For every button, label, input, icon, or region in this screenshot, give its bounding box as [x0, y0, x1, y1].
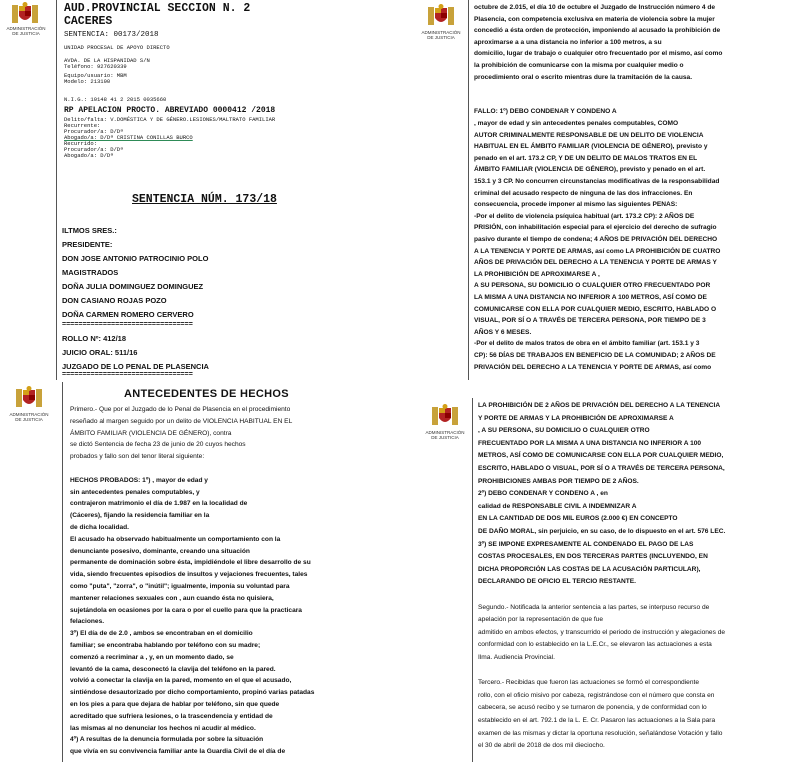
sentencia-number: SENTENCIA: 00173/2018	[64, 31, 159, 39]
body-line: ILTMOS SRES.:	[62, 226, 117, 235]
body-line: HABITUAL EN EL ÁMBITO FAMILIAR (VIOLENCIA DE GÉNERO), previsto y	[474, 143, 708, 151]
body-line: Primero.- Que por el Juzgado de lo Penal de Plasencia en el procedimiento	[70, 406, 291, 413]
body-line: rollo, con el oficio misivo por cabeza, registrándose con el número que consta en	[478, 691, 715, 699]
body-line: ÁMBITO FAMILIAR (VIOLENCIA DE GÉNERO), contra	[70, 429, 232, 437]
body-line: denunciante posesivo, dominante, creando una situación	[70, 547, 250, 555]
court-address: AVDA. DE LA HISPANIDAD S/N	[64, 57, 150, 64]
delito: Delito/falta: V.DOMÉSTICA Y DE GÉNERO.LESIONES/MALTRATO FAMILIAR	[64, 116, 276, 123]
body-line: PRISIÓN, con inhabilitación especial para el ejercicio del derecho de sufragio	[474, 224, 717, 232]
emblem-caption: ADMINISTRACIÓN DE JUSTICIA	[9, 412, 49, 422]
body-line: comenzó a recriminar a , y, en un momento dado, se	[70, 653, 234, 661]
body-line: establecido en el art. 792.1 de la L. E. Cr. Pasaron las actuaciones a la Sala para	[478, 717, 716, 724]
body-line: METROS, ASÍ COMO DE COMUNICARSE CON ELLA POR CUALQUIER MEDIO,	[478, 452, 724, 460]
body-line: CP): 56 DÍAS DE TRABAJOS EN BENEFICIO DE LA COMUNIDAD; 2 AÑOS DE	[474, 352, 716, 359]
emblem-caption: ADMINISTRACIÓN DE JUSTICIA	[421, 30, 461, 40]
body-line: felaciones.	[70, 618, 105, 626]
body-line: penado en el art. 173.2 CP, Y DE UN DELITO DE MALOS TRATOS EN EL	[474, 154, 698, 162]
body-line: que vivía en su convivencia familiar ante la Guardia Civil de el día de	[70, 748, 286, 756]
body-line: Segundo.- Notificada la anterior sentencia a las partes, se interpuso recurso de	[478, 603, 710, 611]
court-phone: Teléfono: 927620339	[64, 63, 127, 70]
body-line: apelación por la representación de que fue	[478, 616, 604, 624]
separator-line: ================================	[62, 371, 193, 378]
body-line: Y PORTE DE ARMAS Y LA PROHIBICIÓN DE APROXIMARSE A	[478, 414, 674, 422]
body-line: DON JOSE ANTONIO PATROCINIO POLO	[62, 254, 209, 263]
emblem-caption: ADMINISTRACIÓN DE JUSTICIA	[425, 430, 465, 440]
spain-crest-icon	[426, 4, 456, 28]
body-line: consecuencia, procede imponer al mismo las siguientes PENAS:	[474, 201, 678, 209]
recurrente: Recurrente:	[64, 122, 101, 129]
abogado-1: Abogado/a: D/Dª CRISTINA CONILLAS BURCO	[64, 134, 193, 141]
body-line: domicilio, lugar de trabajo o cualquier otro frecuentado por el mismo, así como	[474, 50, 723, 58]
body-line: DICHA PROPORCIÓN LAS COSTAS DE LA ACUSACIÓN PARTICULAR),	[478, 565, 701, 573]
body-line: COSTAS PROCESALES, EN DOS TERCERAS PARTES (INCLUYENDO, EN	[478, 553, 708, 561]
body-line: 2º) DEBO CONDENAR Y CONDENO A , en	[478, 490, 608, 498]
body-line: DE DAÑO MORAL, sin perjuicio, en su caso, de lo dispuesto en el art. 576 LEC.	[478, 528, 726, 535]
left-margin-line	[468, 0, 469, 380]
body-line: , A SU PERSONA, SU DOMICILIO O CUALQUIER OTRO	[478, 427, 650, 435]
procurador-2: Procurador/a: D/Dª	[64, 146, 124, 153]
body-line: DOÑA JULIA DOMINGUEZ DOMINGUEZ	[62, 282, 204, 291]
procurador-1: Procurador/a: D/Dª	[64, 128, 124, 135]
left-margin-line	[56, 0, 57, 380]
body-line: A SU PERSONA, SU DOMICILIO O CUALQUIER OTRO FRECUENTADO POR	[474, 282, 711, 290]
section-heading: ANTECEDENTES DE HECHOS	[124, 388, 289, 400]
abogado-2: Abogado/a: D/Dª	[64, 152, 114, 159]
body-line: mantener relaciones sexuales con , aun cuando ésta no quisiera,	[70, 594, 274, 602]
body-line: contrajeron matrimonio el día de 1.987 en la localidad de	[70, 500, 248, 508]
body-line: como "puta", "zorra", o "inútil"; igualmente, imponía su voluntad para	[70, 583, 290, 590]
body-line: 3º) SE IMPONE EXPRESAMENTE AL CONDENADO EL PAGO DE LAS	[478, 540, 694, 548]
body-line: A LA TENENCIA Y PORTE DE ARMAS, así como LA PROHIBICIÓN DE CUATRO	[474, 247, 721, 255]
body-line: sintiéndose desautorizado por dicho comportamiento, propinó varias patadas	[70, 689, 315, 697]
body-line: COMUNICARSE CON ELLA POR CUALQUIER MEDIO, ESCRITO, HABLADO O	[474, 305, 717, 313]
body-line: criminal del acusado respecto de ninguna de las dos infracciones. En	[474, 189, 693, 197]
separator-line: ================================	[62, 321, 193, 328]
body-line: las mismas al no denunciar los hechos ni acudir al médico.	[70, 724, 256, 732]
body-line: 4º) A resultas de la denuncia formulada por sobre la situación	[70, 736, 264, 744]
page-top-right	[410, 0, 799, 380]
body-line: calidad de RESPONSABLE CIVIL A INDEMNIZAR A	[478, 502, 637, 510]
spain-crest-icon	[14, 386, 44, 410]
rp-appeal: RP APELACION PROCTO. ABREVIADO 0000412 /2018	[64, 106, 276, 115]
body-line: procedimiento oral o escrito mientras dure la tramitación de la causa.	[474, 73, 693, 81]
body-line: -Por el delito de malos tratos de obra en el ámbito familiar (art. 153.1 y 3	[474, 340, 700, 348]
body-line: PRESIDENTE:	[62, 240, 113, 249]
model-number: Modelo: 213100	[64, 78, 111, 85]
body-line: octubre de 2.015, el día 10 de octubre el Juzgado de Instrucción número 4 de	[474, 4, 716, 11]
body-line: HECHOS PROBADOS: 1º) , mayor de edad y	[70, 476, 208, 484]
body-line: admitido en ambos efectos, y transcurrido el periodo de instrucción y alegaciones de	[478, 628, 726, 636]
body-line: LA PROHIBICIÓN DE 2 AÑOS DE PRIVACIÓN DEL DERECHO A LA TENENCIA	[478, 402, 721, 409]
body-line: cabecera, se acusó recibo y se turnaron de ponencia, y de conformidad con lo	[478, 704, 707, 712]
body-line: VISUAL, POR SÍ O A TRAVÉS DE TERCERA PERSONA, POR TIEMPO DE 3	[474, 317, 706, 325]
court-city: CACERES	[64, 15, 113, 28]
body-line: levantó de la cama, desconectó la clavija del teléfono en la pared.	[70, 665, 276, 673]
body-line: JUICIO ORAL: 511/16	[62, 348, 138, 357]
body-line: sujetándola en ocasiones por la cara o por el cuello para que la practicara	[70, 606, 302, 614]
body-line: AÑOS DE PRIVACIÓN DEL DERECHO A LA TENENCIA Y PORTE DE ARMAS Y	[474, 259, 717, 267]
page-top-left	[0, 0, 400, 380]
body-line: EN LA CANTIDAD DE DOS MIL EUROS (2.000 €) EN CONCEPTO	[478, 515, 678, 523]
body-line: sin antecedentes penales computables, y	[70, 488, 200, 496]
body-line: ROLLO Nº: 412/18	[62, 334, 127, 343]
body-line: Tercero.- Recibidas que fueron las actuaciones se formó el correspondiente	[478, 679, 700, 687]
body-line: familiar; se encontraba hablando por teléfono con su madre;	[70, 642, 261, 649]
body-line: conformidad con lo establecido en la L.E.Cr., se elevaron las actuaciones a esta	[478, 641, 712, 649]
body-line: El acusado ha observado habitualmente un comportamiento con la	[70, 535, 281, 543]
body-line: se dictó Sentencia de fecha 23 de junio de 20 cuyos hechos	[70, 441, 246, 449]
body-line: DON CASIANO ROJAS POZO	[62, 296, 167, 305]
nig-number: N.I.G.: 10148 41 2 2015 0035660	[64, 96, 167, 103]
body-line: , mayor de edad y sin antecedentes penales computables, COMO	[474, 120, 679, 127]
body-line: de dicha localidad.	[70, 524, 129, 531]
body-line: el 30 de abril de 2018 de dos mil dieciocho.	[478, 742, 605, 750]
body-line: aproximarse a a una distancia no inferior a 100 metros, a su	[474, 38, 662, 46]
body-line: FRECUENTADO POR LA MISMA A UNA DISTANCIA NO INFERIOR A 100	[478, 439, 702, 447]
body-line: FALLO: 1º) DEBO CONDENAR Y CONDENO A	[474, 108, 617, 116]
body-line: PROHIBICIONES AMBAS POR TIEMPO DE 2 AÑOS.	[478, 477, 639, 485]
body-line: la prohibición de comunicarse con la misma por cualquier medio o	[474, 62, 684, 69]
body-line: -Por el delito de violencia psíquica habitual (art. 173.2 CP): 2 AÑOS DE	[474, 212, 695, 220]
body-line: en los pies a para que dejara de hablar por teléfono, sin que quede	[70, 701, 280, 708]
body-line: Ilma. Audiencia Provincial.	[478, 654, 555, 661]
body-line: ESCRITO, HABLADO O VISUAL, POR SÍ O A TRAVÉS DE TERCERA PERSONA,	[478, 465, 725, 472]
team-user: Equipo/usuario: MBM	[64, 72, 127, 79]
body-line: acreditado que sufriera lesiones, o la trascendencia y entidad de	[70, 712, 273, 720]
spain-crest-icon	[10, 2, 40, 26]
body-line: pasivo durante el tiempo de condena; 4 AÑOS DE PRIVACIÓN DEL DERECHO	[474, 236, 718, 243]
body-line: examen de las mismas y dictar la oportuna resolución, señalándose Votación y fallo	[478, 729, 723, 737]
body-line: LA PROHIBICIÓN DE APROXIMARSE A ,	[474, 270, 600, 278]
body-line: AUTOR CRIMINALMENTE RESPONSABLE DE UN DELITO DE VIOLENCIA	[474, 131, 704, 139]
left-margin-line	[62, 382, 63, 762]
body-line: PRIVACIÓN DEL DERECHO A LA TENENCIA Y PORTE DE ARMAS, así como	[474, 363, 712, 371]
body-line: (Cáceres), fijando la residencia familiar en la	[70, 512, 210, 520]
body-line: JUZGADO DE LO PENAL DE PLASENCIA	[62, 362, 209, 371]
body-line: probados y fallo son del tenor literal siguiente:	[70, 453, 205, 461]
body-line: Plasencia, con competencia exclusiva en materia de violencia sobre la mujer	[474, 15, 715, 23]
body-line: reseñado al margen seguido por un delito de VIOLENCIA HABITUAL EN EL	[70, 417, 293, 425]
sentencia-title: SENTENCIA NÚM. 173/18	[132, 193, 277, 206]
body-line: vida, siendo frecuentes episodios de insultos y vejaciones frecuentes, tales	[70, 571, 308, 579]
page-bottom-left	[0, 382, 400, 762]
recurrido: Recurrido:	[64, 140, 98, 147]
body-line: DECLARANDO DE OFICIO EL TERCIO RESTANTE.	[478, 578, 637, 586]
body-line: AÑOS Y 6 MESES.	[474, 328, 532, 336]
spain-crest-icon	[430, 404, 460, 428]
body-line: MAGISTRADOS	[62, 268, 119, 277]
body-line: LA MISMA A UNA DISTANCIA NO INFERIOR A 100 METROS, ASÍ COMO DE	[474, 294, 707, 301]
body-line: concedió a ésta orden de protección, imponiendo al acusado la prohibición de	[474, 27, 721, 35]
body-line: DOÑA CARMEN ROMERO CERVERO	[62, 310, 194, 319]
left-margin-line	[472, 398, 473, 762]
unit-name: UNIDAD PROCESAL DE APOYO DIRECTO	[64, 44, 170, 51]
page-bottom-right	[410, 398, 799, 762]
body-line: 3º) El día de de 2.0 , ambos se encontraban en el domicilio	[70, 630, 253, 638]
body-line: permanente de dominación sobre ésta, impidiéndole el libre desarrollo de su	[70, 559, 311, 567]
body-line: volvió a conectar la clavija en la pared, momento en el que el acusado,	[70, 677, 292, 685]
body-line: 153.1 y 3 CP. No concurren circunstancias modificativas de la responsabilidad	[474, 178, 720, 185]
court-name: AUD.PROVINCIAL SECCION N. 2	[64, 2, 251, 15]
body-line: ÁMBITO FAMILIAR (VIOLENCIA DE GÉNERO), previsto y penado en el art.	[474, 166, 706, 174]
emblem-caption: ADMINISTRACIÓN DE JUSTICIA	[6, 26, 46, 36]
